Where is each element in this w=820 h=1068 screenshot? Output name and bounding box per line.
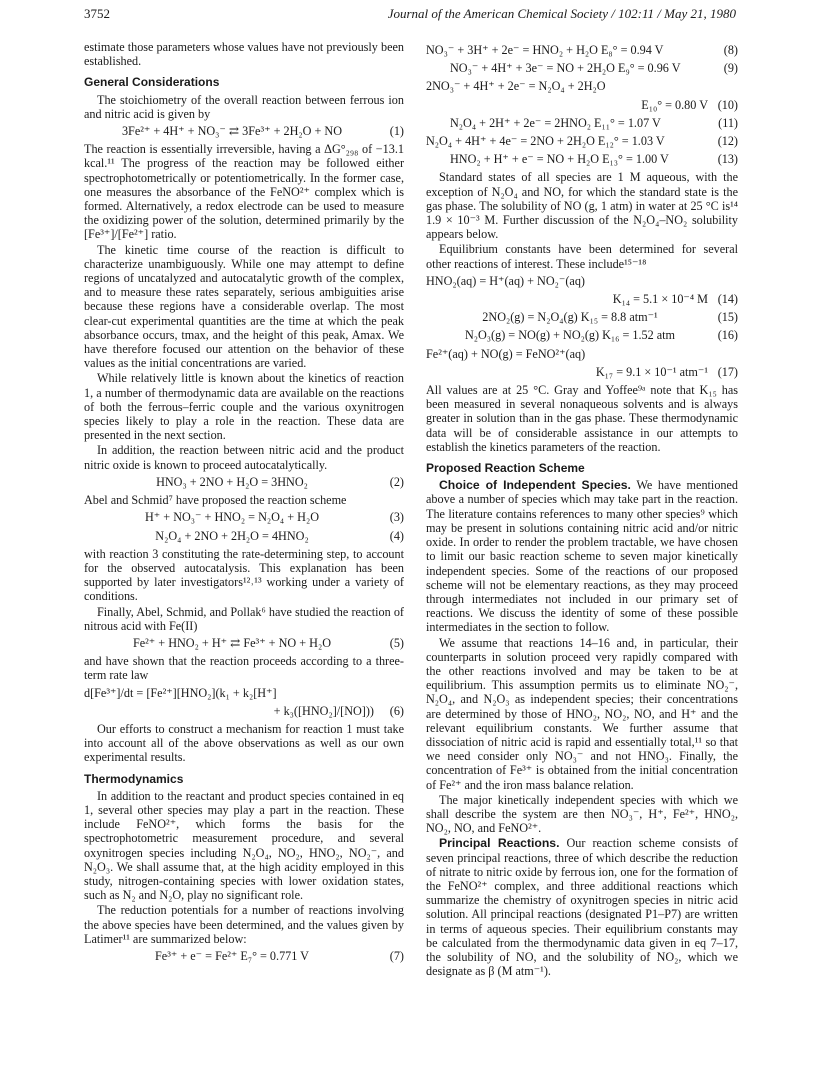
equation-number: (16) (717, 328, 738, 343)
paragraph (426, 836, 738, 978)
paragraph: Standard states of all species are 1 M aqueous, with the exception of N₂O₄ and NO, for which the standard state is the gas phase. The solubility of NO (g, 1 atm) in water at 25 °C is¹⁴ 1.9 × 10⁻³ M. Further discussion of the N₂O₄–NO₂ solubility appears below. (426, 170, 738, 242)
paragraph: The major kinetically independent species with which we shall describe the system are then NO₃⁻, H⁺, Fe²⁺, HNO₂, NO₂, NO, and FeNO²⁺. (426, 792, 738, 836)
equation-text: HNO₂(aq) = H⁺(aq) + NO₂⁻(aq) (426, 273, 585, 288)
equation (426, 116, 738, 130)
equation (426, 310, 738, 324)
equation-text: E₁₀° = 0.80 V (641, 97, 708, 112)
equation-number: (12) (717, 134, 738, 149)
equation-text: N₂O₄ + 4H⁺ + 4e⁻ = 2NO + 2H₂O E₁₂° = 1.03 V (426, 134, 665, 149)
equation (84, 475, 404, 489)
left-column (84, 40, 404, 967)
run-in-heading: Principal Reactions. (439, 836, 560, 851)
equation (84, 529, 404, 543)
equation-number: (5) (389, 635, 404, 650)
equation-text: K₁₇ = 9.1 × 10⁻¹ atm⁻¹ (595, 364, 708, 379)
equation-text: + k₃([HNO₂]/[NO])) (273, 703, 374, 718)
equation-text: HNO₂ + H⁺ + e⁻ = NO + H₂O E₁₃° = 1.00 V (450, 152, 669, 167)
equation-continuation (426, 292, 738, 306)
equation-text: 3Fe²⁺ + 4H⁺ + NO₃⁻ ⇄ 3Fe³⁺ + 2H₂O + NO (121, 124, 343, 139)
paragraph: estimate those parameters whose values have not previously been established. (84, 40, 404, 69)
paragraph-text: We have mentioned above a number of species which may take part in the reaction. The literature contains references to many other species⁹ which may be present in solutions containing nitric acid and/or nitric oxide. In order to render the problem tractable, we have chosen to limit our basic reaction scheme to seven major kinetically independent species. Some of the reactions of our proposed scheme will not be elementary reactions, as they may proceed through intermediates not included in our primary set of reactions. We discuss the identity of some of these possible intermediates in the section to follow. (426, 478, 739, 635)
paragraph (426, 478, 738, 634)
equation-continuation (426, 98, 738, 112)
equation (84, 124, 404, 138)
paragraph: We assume that reactions 14–16 and, in particular, their counterparts in solution proceed very rapidly compared with the other reactions involved and may be taken to be at equilibrium. This assumption permits us to eliminate NO₂⁻, N₂O₄, and N₂O₃ as independent species; their concentrations are determined by those of HNO₂, NO₂, NO, and H⁺ and the relevant equilibrium constants. We further assume that dissociation of nitric acid is rapid and essentially total,¹¹ so that we need consider only NO₃⁻ and not HNO₃. Finally, the concentration of Fe³⁺ is obtained from the initial concentration of Fe²⁺ and the iron mass balance relation. (426, 635, 738, 792)
paragraph: The reduction potentials for a number of reactions involving the above species have been determined, and the values given by Latimer¹¹ are summarized below: (84, 903, 404, 946)
page-number: 3752 (84, 6, 110, 21)
equation-text: NO₃⁻ + 3H⁺ + 2e⁻ = HNO₂ + H₂O E₈° = 0.94 V (426, 43, 664, 57)
equation-text: N₂O₃(g) = NO(g) + NO₂(g) K₁₆ = 1.52 atm (464, 328, 676, 343)
equation-number: (6) (389, 703, 404, 718)
equation-number: (13) (717, 152, 738, 167)
equation-text: 2NO₃⁻ + 4H⁺ + 2e⁻ = N₂O₄ + 2H₂O (426, 79, 606, 94)
equation (426, 347, 738, 361)
equation (84, 510, 404, 524)
equation-number: (9) (723, 61, 738, 76)
equation-text: 2NO₂(g) = N₂O₄(g) K₁₅ = 8.8 atm⁻¹ (482, 310, 658, 325)
paragraph: While relatively little is known about the kinetics of reaction 1, a number of thermodynamic data are available on the reactions of both the ferrous–ferric couple and the various oxynitrogen species likely to play a role in the reaction. These data are presented in the next section. (84, 371, 404, 443)
equation-text: Fe²⁺(aq) + NO(g) = FeNO²⁺(aq) (426, 346, 586, 361)
equation-number: (15) (717, 310, 738, 325)
paragraph-text: Our reaction scheme consists of seven principal reactions, three of which describe the reduction of nitrate to nitric oxide by ferrous ion, one for the formation of the FeNO²⁺ complex, and three additional reactions which summarize the chemistry of oxynitrogen species in nitric acid solution. All principal reactions (designated P1–P7) are written in terms of aqueous species. Their equilibrium constants may be calculated from the thermodynamic data given in eq 7–17, the solubility of NO, and the solubility of NO₂, which we designate as β (M atm⁻¹). (426, 836, 739, 979)
equation-number: (14) (717, 292, 738, 307)
equation (426, 79, 738, 93)
paragraph: Finally, Abel, Schmid, and Pollak⁶ have studied the reaction of nitrous acid with Fe(II) (84, 604, 404, 633)
equation-number: (10) (717, 97, 738, 112)
paragraph: The stoichiometry of the overall reaction between ferrous ion and nitric acid is given by (84, 92, 404, 121)
equation-text: d[Fe³⁺]/dt = [Fe²⁺][HNO₂](k₁ + k₂[H⁺] (84, 685, 277, 700)
equation-number: (7) (389, 948, 404, 963)
equation-number: (17) (717, 364, 738, 379)
paragraph: with reaction 3 constituting the rate-determining step, to account for the observed autocatalysis. This explanation has been supported by later investigators¹²˒¹³ working under a variety of conditions. (84, 546, 404, 604)
equation-number: (2) (389, 474, 404, 489)
equation-text: HNO₃ + 2NO + H₂O = 3HNO₂ (156, 474, 308, 489)
equation-number: (8) (723, 43, 738, 57)
equation-continuation (426, 365, 738, 379)
section-heading: Thermodynamics (84, 771, 184, 786)
equation-number: (1) (389, 124, 404, 139)
equation-text: Fe²⁺ + HNO₂ + H⁺ ⇄ Fe³⁺ + NO + H₂O (132, 635, 332, 650)
equation (426, 61, 738, 75)
equation (426, 152, 738, 166)
equation-text: K₁₄ = 5.1 × 10⁻⁴ M (612, 292, 708, 307)
run-in-heading: Choice of Independent Species. (439, 478, 631, 493)
equation (426, 328, 738, 342)
equation-text: Fe³⁺ + e⁻ = Fe²⁺ E₇° = 0.771 V (155, 948, 309, 963)
equation-text: N₂O₄ + 2NO + 2H₂O = 4HNO₂ (155, 528, 309, 543)
paragraph: In addition, the reaction between nitric acid and the product nitric oxide is known to proceed autocatalytically. (84, 443, 404, 472)
paragraph: Abel and Schmid⁷ have proposed the reaction scheme (84, 493, 347, 508)
equation-text: NO₃⁻ + 4H⁺ + 3e⁻ = NO + 2H₂O E₉° = 0.96 V (450, 61, 681, 76)
paragraph: and have shown that the reaction proceeds according to a three-term rate law (84, 654, 404, 683)
paragraph: All values are at 25 °C. Gray and Yoffee⁹ᵃ note that K₁₅ has been measured in several nonaqueous solvents and is always greater in solution than in the gas phase. These thermodynamic data will be of considerable assistance in our attempts to establish the kinetics parameters of the reaction. (426, 383, 738, 454)
equation-text: N₂O₄ + 2H⁺ + 2e⁻ = 2HNO₂ E₁₁° = 1.07 V (450, 115, 661, 130)
section-heading: General Considerations (84, 75, 220, 90)
equation-text: H⁺ + NO₃⁻ + HNO₂ = N₂O₄ + H₂O (145, 510, 319, 525)
equation-number: (4) (389, 528, 404, 543)
running-header (84, 6, 736, 24)
equation (84, 636, 404, 650)
equation-number: (11) (718, 115, 738, 130)
equation (426, 43, 738, 57)
section-heading: Proposed Reaction Scheme (426, 461, 585, 476)
paragraph: The reaction is essentially irreversible, having a ΔG°₂₉₈ of −13.1 kcal.¹¹ The progress of the reaction may be followed either spectrophotometrically or potentiometrically. In the former case, one measures the absorbance of the FeNO²⁺ complex which is formed. Alternatively, a redox electrode can be used to measure the oxidizing power of the solution, determined primarily by the [Fe³⁺]/[Fe²⁺] ratio. (84, 142, 404, 242)
paragraph: The kinetic time course of the reaction is difficult to characterize unambiguously. While one may attempt to define regions of uncatalyzed and autocatalytic growth of the complex, and to measure these rates separately, serious ambiguities arise because these regions have a considerable overlap. The most clear-cut experimental quantities are the time at which the peak absorbance occurs, tmax, and the height of this peak, Amax. We have therefore focused our attention on the behavior of these values as the initial concentrations are varied. (84, 242, 404, 371)
paragraph: In addition to the reactant and product species contained in eq 1, several other species may play a part in the reaction. These include FeNO²⁺, which forms the basis for the spectrophotometric measurement procedure, and several oxynitrogen species including N₂O₄, NO₂, HNO₂, NO₂⁻, and N₂O₃. We shall assume that, at the high acidity employed in this study, nitrogen-containing species with lower oxidation states, such as N₂ and N₂O, play no significant role. (84, 788, 404, 903)
paragraph: Equilibrium constants have been determined for several other reactions of interest. These include¹⁵⁻¹⁸ (426, 242, 738, 271)
equation (426, 274, 738, 288)
equation (84, 949, 404, 963)
equation-number: (3) (389, 510, 404, 525)
equation-continuation (84, 704, 404, 718)
equation (84, 686, 404, 700)
right-column (426, 40, 738, 979)
paragraph: Our efforts to construct a mechanism for reaction 1 must take into account all of the above observations as well as our own experimental results. (84, 721, 404, 765)
equation (426, 134, 738, 148)
journal-citation: Journal of the American Chemical Society / 102:11 / May 21, 1980 (387, 6, 736, 21)
